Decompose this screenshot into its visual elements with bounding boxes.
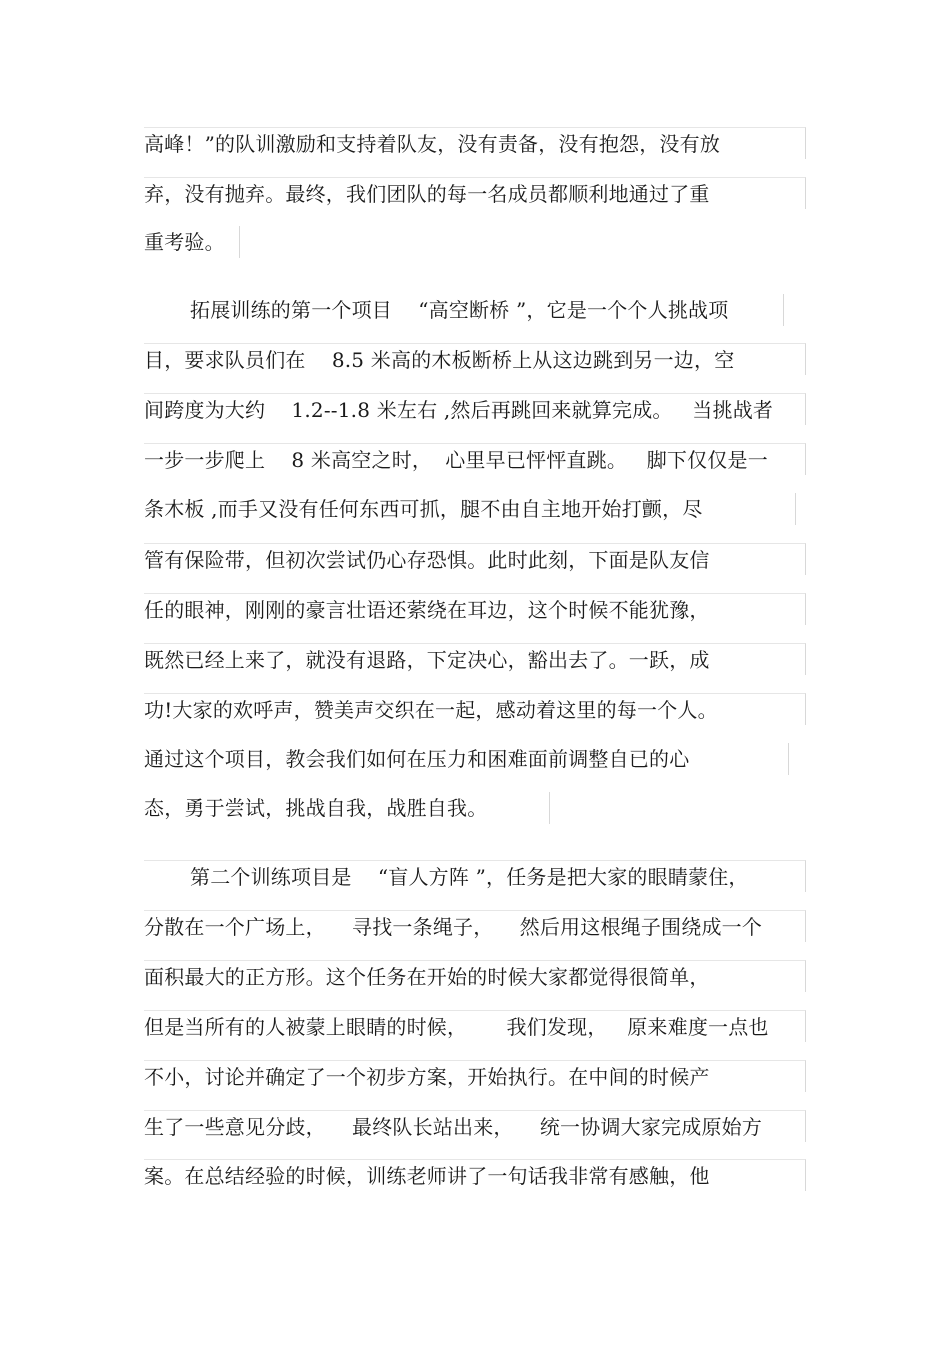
text-line: 但是当所有的人被蒙上眼睛的时候， 我们发现， 原来难度一点也 — [144, 1010, 806, 1042]
text-line: 管有保险带，但初次尝试仍心存恐惧。此时此刻，下面是队友信 — [144, 543, 806, 575]
text-line: 条木板 ,而手又没有任何东西可抓，腿不由自主地开始打颤，尽 — [144, 493, 796, 525]
text-line: 拓展训练的第一个项目 “高空断桥 ”，它是一个个人挑战项 — [144, 294, 784, 326]
text-line: 分散在一个广场上， 寻找一条绳子， 然后用这根绳子围绕成一个 — [144, 910, 806, 942]
text-line: 目，要求队员们在 8.5 米高的木板断桥上从这边跳到另一边，空 — [144, 343, 806, 375]
text-line: 间跨度为大约 1.2--1.8 米左右 ,然后再跳回来就算完成。 当挑战者 — [144, 393, 806, 425]
text-line: 生了一些意见分歧， 最终队长站出来， 统一协调大家完成原始方 — [144, 1110, 806, 1142]
text-line: 通过这个项目，教会我们如何在压力和困难面前调整自已的心 — [144, 743, 789, 775]
text-line: 任的眼神，刚刚的豪言壮语还萦绕在耳边，这个时候不能犹豫， — [144, 593, 806, 625]
text-line: 高峰！”的队训激励和支持着队友，没有责备，没有抱怨，没有放 — [144, 127, 806, 159]
text-line: 弃，没有抛弃。最终，我们团队的每一名成员都顺利地通过了重 — [144, 177, 806, 209]
text-line: 既然已经上来了，就没有退路，下定决心，豁出去了。一跃，成 — [144, 643, 806, 675]
text-line: 功!大家的欢呼声，赞美声交织在一起，感动着这里的每一个人。 — [144, 693, 806, 725]
text-line: 第二个训练项目是 “盲人方阵 ”，任务是把大家的眼睛蒙住， — [144, 860, 806, 892]
text-line: 面积最大的正方形。这个任务在开始的时候大家都觉得很简单， — [144, 960, 806, 992]
text-line: 重考验。 — [144, 226, 240, 258]
text-line: 案。在总结经验的时候，训练老师讲了一句话我非常有感触，他 — [144, 1159, 806, 1191]
text-line: 态，勇于尝试，挑战自我，战胜自我。 — [144, 792, 550, 824]
text-line: 一步一步爬上 8 米高空之时， 心里早已怦怦直跳。 脚下仅仅是一 — [144, 443, 806, 475]
text-line: 不小，讨论并确定了一个初步方案，开始执行。在中间的时候产 — [144, 1060, 806, 1092]
